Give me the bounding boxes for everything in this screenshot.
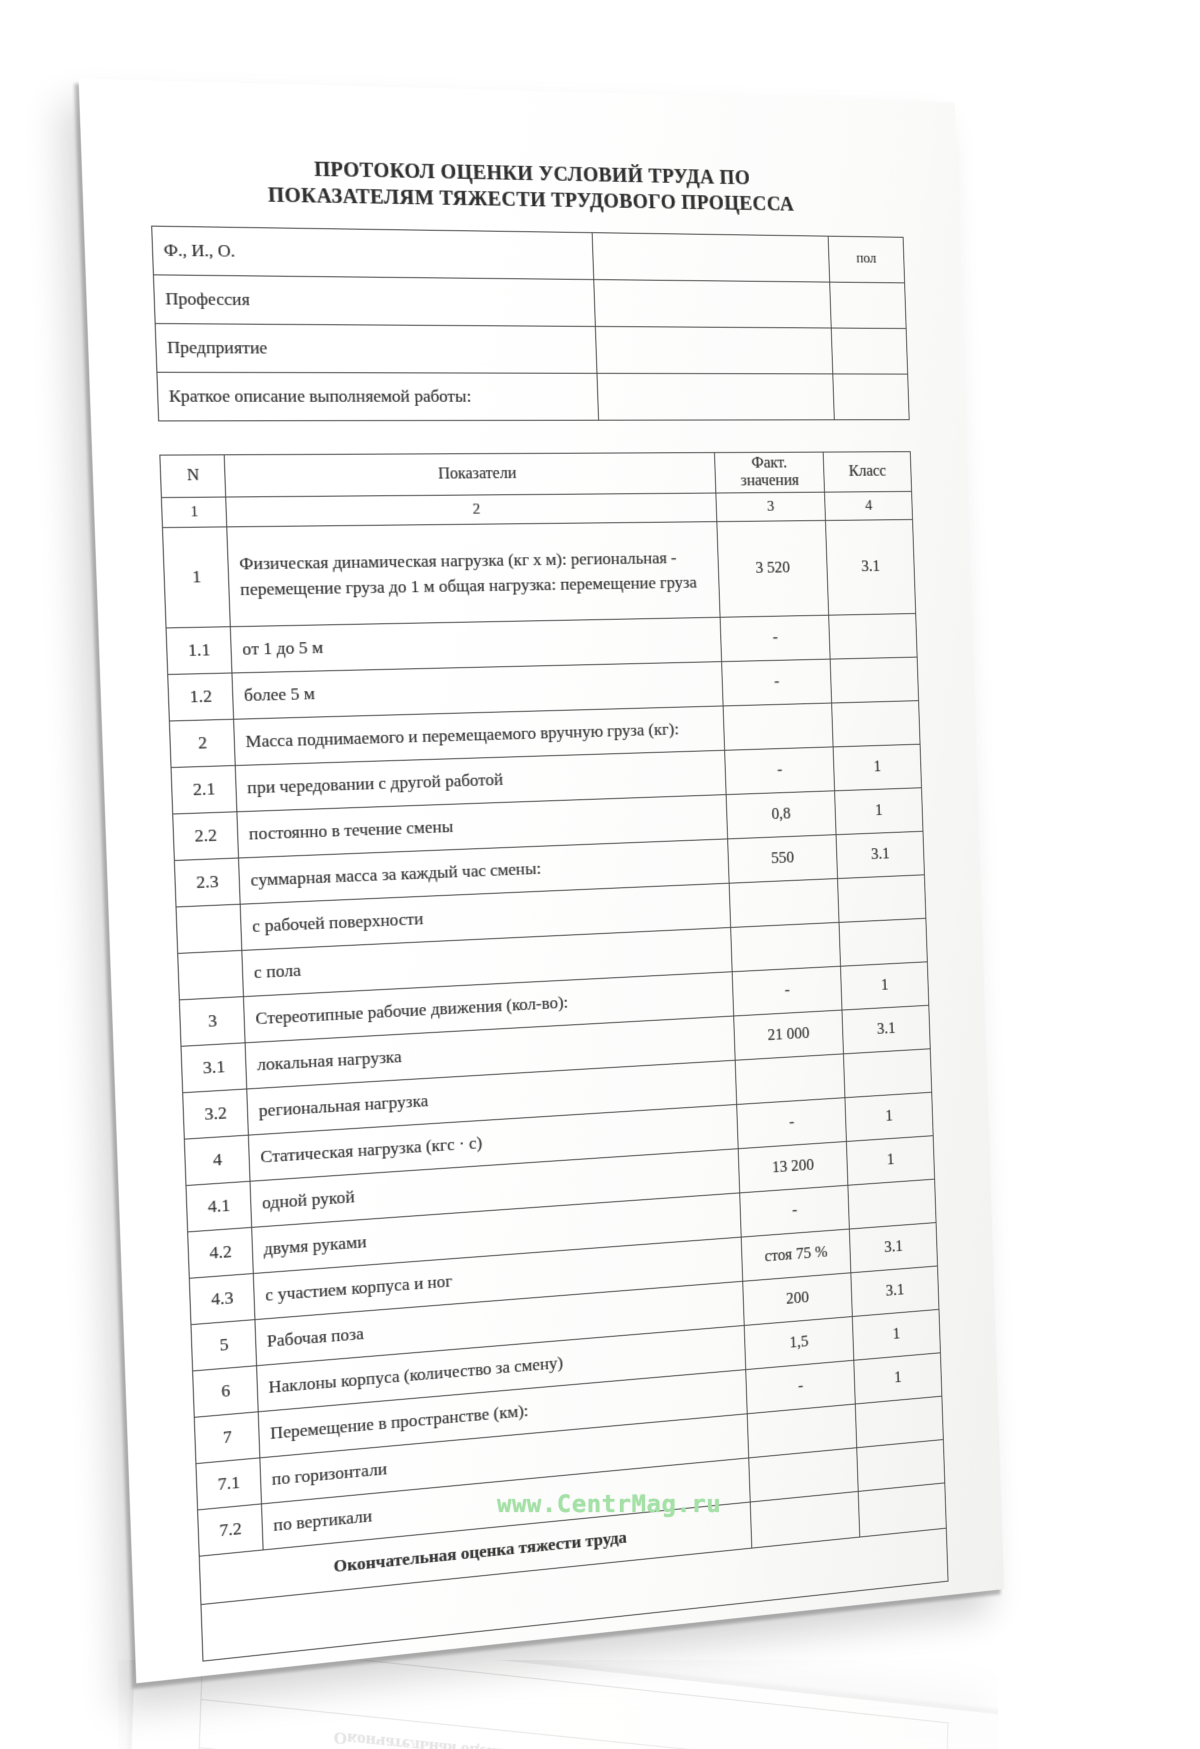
severity-indicators-table	[159, 451, 948, 1661]
n-cell: 3.1	[181, 1043, 247, 1093]
indicator-cell: Статическая нагрузка (кгс · с)	[249, 1104, 738, 1181]
indicator-cell: по горизонтали	[260, 1414, 748, 1504]
fact-cell: -	[739, 1185, 849, 1237]
table-row	[162, 520, 915, 628]
n-cell: 4.3	[189, 1273, 255, 1324]
col-header-n: N	[160, 455, 226, 498]
col-num-1: 1	[161, 497, 227, 528]
fact-cell: -	[746, 1360, 856, 1414]
class-cell: 3.1	[842, 1005, 930, 1054]
fact-cell: -	[724, 747, 834, 795]
class-cell: 1	[833, 744, 921, 791]
n-cell: 4.2	[188, 1227, 254, 1278]
indicator-cell: Стереотипные рабочие движения (кол-во):	[244, 972, 734, 1043]
class-cell	[829, 614, 918, 660]
fact-cell: -	[736, 1098, 846, 1149]
class-cell: 1	[854, 1353, 942, 1404]
col-header-indicators: Показатели	[225, 453, 716, 497]
scanned-document-photo	[118, 92, 998, 1644]
class-cell	[837, 875, 925, 923]
indicator-cell: при чередовании с другой работой	[236, 750, 726, 811]
enterprise-value	[595, 326, 832, 373]
indicator-cell: Наклоны корпуса (количество за смену)	[257, 1325, 746, 1411]
sex-cell	[831, 328, 908, 374]
profession-label: Профессия	[153, 275, 595, 327]
n-cell: 3.2	[183, 1089, 249, 1139]
info-row-description	[157, 372, 909, 421]
class-cell	[832, 701, 920, 747]
header-row	[160, 452, 912, 498]
class-cell: 3.1	[851, 1266, 939, 1317]
col-num-2: 2	[226, 493, 717, 527]
fact-cell: 200	[742, 1273, 852, 1326]
indicator-cell: суммарная масса за каждый час смены:	[239, 839, 729, 904]
class-cell: 3.1	[825, 520, 915, 616]
fact-cell: 1,5	[744, 1317, 854, 1370]
indicator-cell: Рабочая поза	[255, 1281, 744, 1365]
indicator-cell: Масса поднимаемого и перемещаемого вручную груза (кг):	[234, 706, 724, 766]
fact-cell: 3 520	[717, 520, 829, 617]
info-row-fio	[152, 226, 905, 283]
description-value	[597, 373, 834, 420]
profession-value	[594, 280, 831, 328]
sex-cell	[829, 282, 906, 328]
sex-header: пол	[828, 236, 905, 283]
fio-value	[592, 233, 829, 282]
indicator-cell: двумя руками	[252, 1193, 741, 1274]
col-header-class: Класс	[823, 452, 912, 492]
fact-cell: стоя 75 %	[741, 1229, 851, 1281]
info-row-profession	[153, 275, 906, 329]
fact-cell: -	[721, 659, 831, 706]
n-cell: 4.1	[186, 1181, 252, 1232]
n-cell: 1.2	[168, 673, 234, 721]
class-cell: 1	[846, 1136, 934, 1186]
fio-label: Ф., И., О.	[152, 226, 594, 279]
n-cell	[176, 904, 242, 953]
worker-info-table	[151, 226, 910, 422]
indicator-cell: более 5 м	[232, 662, 723, 720]
fact-cell: -	[732, 966, 842, 1016]
class-cell: 1	[840, 962, 928, 1010]
fact-cell: -	[720, 615, 830, 661]
indicator-cell: постоянно в течение смены	[237, 795, 727, 858]
document-title	[79, 79, 959, 221]
n-cell: 2.1	[171, 766, 237, 815]
n-cell: 5	[191, 1320, 257, 1371]
class-cell	[843, 1049, 931, 1098]
fact-cell: 550	[727, 835, 837, 884]
centrmag-watermark: www.CentrMag.ru	[497, 1490, 722, 1518]
n-cell: 7	[194, 1412, 260, 1464]
indicator-cell: одной рукой	[250, 1149, 739, 1228]
n-cell	[178, 950, 244, 999]
n-cell: 6	[193, 1366, 259, 1418]
col-num-4: 4	[824, 491, 912, 520]
indicator-cell: Физическая динамическая нагрузка (кг х м): региональная - перемещение груза до 1 м общая нагрузка: перемещение груза	[227, 522, 720, 627]
col-header-fact: Факт. значения	[714, 452, 824, 493]
protocol-page	[79, 79, 1004, 1684]
indicator-cell: от 1 до 5 м	[231, 617, 722, 673]
class-cell	[848, 1179, 936, 1229]
indicator-cell: по вертикали	[262, 1458, 750, 1550]
title-line-2: ПОКАЗАТЕЛЯМ ТЯЖЕСТИ ТРУДОВОГО ПРОЦЕССА	[267, 184, 795, 216]
n-cell: 2	[169, 719, 235, 767]
fact-cell	[735, 1054, 845, 1105]
class-cell: 1	[845, 1092, 933, 1141]
fact-cell	[729, 879, 839, 928]
col-num-3: 3	[716, 492, 826, 521]
n-cell: 2.3	[174, 858, 240, 907]
n-cell: 3	[179, 997, 245, 1047]
description-label: Краткое описание выполняемой работы:	[157, 372, 599, 421]
enterprise-label: Предприятие	[155, 324, 597, 374]
fact-cell	[730, 922, 840, 971]
fact-cell	[723, 703, 833, 750]
indicator-cell: с участием корпуса и ног	[254, 1237, 743, 1319]
n-cell: 4	[184, 1135, 250, 1185]
n-cell: 1.1	[166, 627, 232, 675]
n-cell: 7.2	[198, 1504, 264, 1556]
indicator-cell: региональная нагрузка	[247, 1060, 736, 1135]
class-cell	[830, 657, 919, 703]
final-assessment-label: Окончательная оценка тяжести труда	[199, 1502, 751, 1605]
title-line-1: ПРОТОКОЛ ОЦЕНКИ УСЛОВИЙ ТРУДА ПО	[313, 158, 751, 190]
sex-cell	[833, 374, 910, 420]
n-cell: 2.2	[173, 812, 239, 861]
fact-cell: 21 000	[733, 1010, 843, 1060]
indicator-cell: локальная нагрузка	[245, 1016, 734, 1089]
indicator-cell: с пола	[242, 927, 732, 996]
class-cell: 3.1	[849, 1223, 937, 1273]
info-row-enterprise	[155, 324, 907, 375]
n-cell: 1	[162, 527, 230, 628]
class-cell: 1	[852, 1309, 940, 1360]
class-cell: 1	[835, 788, 923, 835]
class-cell: 3.1	[836, 831, 924, 878]
n-cell: 7.1	[196, 1458, 262, 1510]
class-cell	[839, 918, 927, 966]
fact-cell: 13 200	[738, 1141, 848, 1192]
fact-cell: 0,8	[726, 791, 836, 839]
indicator-cell: Перемещение в пространстве (км):	[259, 1370, 747, 1458]
indicator-cell: с рабочей поверхности	[241, 883, 731, 950]
